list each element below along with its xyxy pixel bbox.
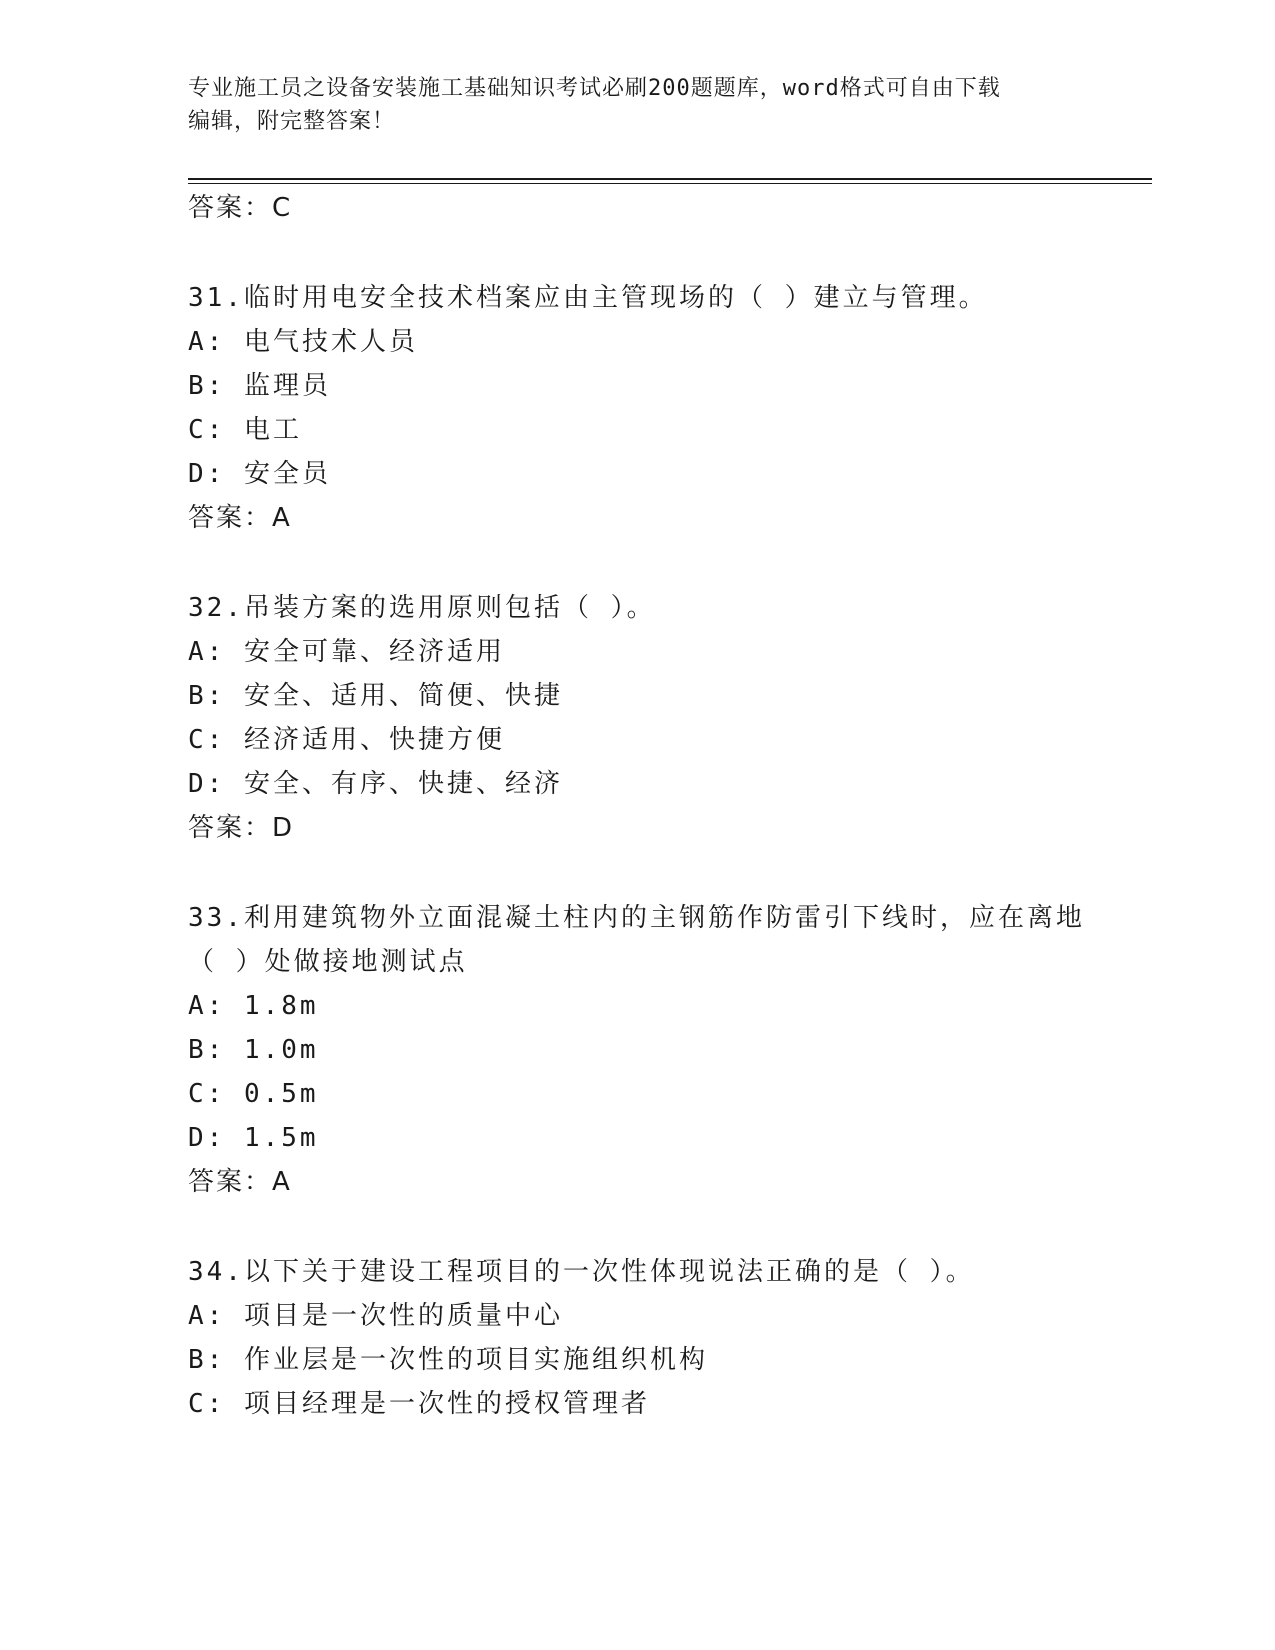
question-stem-line-1: 33.利用建筑物外立面混凝土柱内的主钢筋作防雷引下线时，应在离地 [188,903,1085,933]
question-stem: 31.临时用电安全技术档案应由主管现场的（ ）建立与管理。 [188,283,988,313]
option-a: A: 1.8m [188,991,319,1021]
question-stem: 32.吊装方案的选用原则包括（ ）。 [188,593,656,623]
option-b: B: 作业层是一次性的项目实施组织机构 [188,1345,708,1375]
question-stem-line-2: （ ）处做接地测试点 [188,947,468,977]
option-b: B: 监理员 [188,371,331,401]
option-d: D: 安全、有序、快捷、经济 [188,769,563,799]
option-a: A: 项目是一次性的质量中心 [188,1301,563,1331]
option-c: C: 经济适用、快捷方便 [188,725,505,755]
option-c: C: 0.5m [188,1079,319,1109]
option-c: C: 电工 [188,415,302,445]
answer-line: 答案：C [188,193,293,223]
option-b: B: 1.0m [188,1035,319,1065]
option-a: A: 电气技术人员 [188,327,418,357]
document-header [188,72,1068,138]
header-divider-thin [188,183,1152,184]
header-divider [188,178,1152,180]
option-a: A: 安全可靠、经济适用 [188,637,505,667]
answer-line: 答案：A [188,503,292,533]
header-line-1: 专业施工员之设备安装施工基础知识考试必刷200题题库，word格式可自由下载 [188,76,1001,101]
option-d: D: 1.5m [188,1123,319,1153]
answer-line: 答案：A [188,1167,292,1197]
question-stem: 34.以下关于建设工程项目的一次性体现说法正确的是（ ）。 [188,1257,975,1287]
option-b: B: 安全、适用、简便、快捷 [188,681,563,711]
option-d: D: 安全员 [188,459,331,489]
option-c: C: 项目经理是一次性的授权管理者 [188,1389,650,1419]
answer-line: 答案：D [188,813,295,843]
header-line-2: 编辑，附完整答案！ [188,109,396,134]
